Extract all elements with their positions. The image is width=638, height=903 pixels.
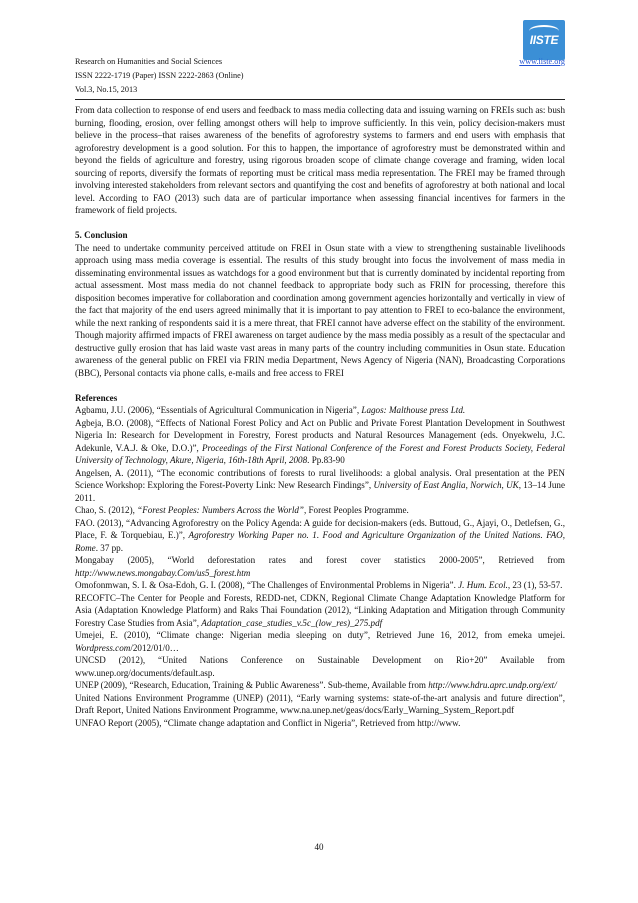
reference-text: RECOFTC–The Center for People and Forests, REDD-net, CDKN, Regional Climate Change Adaptation Knowledge Platform for Asia (Adaptation Knowledge Platform) and Raks Thai Foundation (2012), “Linking Adaptation and Mitigation through Community Forestry Case Studies from Asia”, (75, 592, 565, 628)
reference-source: http://www.hdru.aprc.undp.org/ext/ (428, 680, 557, 690)
logo-swoosh-icon (529, 25, 559, 37)
reference-source: University of East Anglia, Norwich, UK (373, 480, 519, 490)
journal-url-link[interactable]: www.iiste.org (519, 57, 565, 66)
reference-item (75, 517, 565, 555)
reference-list (75, 404, 565, 729)
reference-text: Angelsen, A. (2011), “The economic contributions of forests to rural livelihoods: a global analysis. Oral presentation at the PEN Science Workshop: Exploring the Forest-Poverty Link: New Research Findings”, (75, 467, 565, 490)
reference-item (75, 504, 565, 517)
reference-item (75, 692, 565, 717)
reference-item (75, 579, 565, 592)
logo-text: IISTE (529, 33, 559, 47)
reference-tail: /2012/01/0… (130, 642, 179, 653)
reference-source: Lagos: Malthouse press Ltd. (361, 405, 466, 415)
journal-name: Research on Humanities and Social Sciences (75, 57, 223, 66)
reference-tail: , 23 (1), 53-57. (507, 580, 563, 590)
reference-source: Adaptation_case_studies_v.5c_(low_res)_275.pdf (201, 617, 383, 628)
reference-tail: . Pp.83-90 (307, 455, 345, 465)
reference-text: UNCSD (2012), “United Nations Conference on Sustainable Development on Rio+20” Available from www.unep.org/documents/default.asp. (75, 655, 565, 678)
volume: Vol.3, No.15, 2013 (75, 85, 138, 94)
page-header (75, 55, 565, 97)
reference-text: Mongabay (2005), “World deforestation rates and forest cover statistics 2000-2005”, Retrieved from (75, 555, 565, 565)
header-line-2 (75, 69, 565, 83)
reference-item (75, 417, 565, 467)
page-number: 40 (314, 842, 324, 852)
reference-source: J. Hum. Ecol. (458, 580, 508, 590)
header-divider (75, 99, 565, 100)
reference-text: Agbeja, B.O. (2008), “Effects of National Forest Policy and Act on Public and Private Forest Plantation Development in Southwest Nigeria In: Research for Development in Forestry, Forest products and Natural Resources Management (eds. Onyekwelu, J.C. Adekunle, V.A.J. & Oke, D.O.)”, (75, 417, 565, 453)
reference-text: Chao, S. (2012), (75, 505, 138, 515)
spacer (75, 379, 565, 392)
reference-text: Omofonmwan, S. I. & Osa-Edoh, G. I. (2008), “The Challenges of Environmental Problems in Nigeria”. (75, 580, 459, 590)
reference-source: Agroforestry Working Paper no. 1. Food and Agriculture Organization of the United Nations. FAO, Rome (75, 530, 565, 553)
header-line-3 (75, 83, 565, 97)
reference-text: FAO. (2013), “Advancing Agroforestry on the Policy Agenda: A guide for decision-makers (eds. Buttoud, G., Ajayi, O., Detlefsen, G., Place, F. & Torquebiau, E.)”, (75, 517, 565, 540)
header-line-1 (75, 55, 565, 69)
iiste-logo (523, 20, 565, 60)
reference-item (75, 467, 565, 505)
reference-item (75, 654, 565, 679)
conclusion-paragraph: The need to undertake community perceived attitude on FREI in Osun state with a view to strengthening sustainable livelihoods approach using mass media coverage is essential. The results of this study brought into focus the involvement of mass media in disseminating environmental issues as watchdogs for a good environment but that is currently dominated by incidental reporting from actual assessment. Most mass media do not channel feedback to appropriate body such as FRIN for processing, therefore this disposition becomes imperative for collaboration and coordination among government agencies horizontally and vertically in view of the fact that majority of the end users agreed minimally that it is important to pay attention to FREI to eco-balance the environment, while the next ranking of respondents said it is a mere threat, that FREI cannot have adverse effect on the stability of the environment. Though majority affirmed impacts of FREI awareness on target audience by the mass media possibly as a result of the spectacular and destructive gully erosion that has laid waste vast areas in many parts of the country including communities in Osun state. Education awareness of the general public on FREI via FRIN media Department, News Agency of Nigeria (NAN), Broadcasting Corporations (BBC), Personal contacts via phone calls, e-mails and free access to FREI (75, 242, 565, 378)
reference-item (75, 679, 565, 692)
reference-text: United Nations Environment Programme (UNEP) (2011), “Early warning systems: state-of-the-art analysis and future direction”, Draft Report, United Nations Environment Programme, www.na.unep.net/geas/docs/Early_Warning_System_Report.pdf (75, 692, 565, 715)
issn: ISSN 2222-1719 (Paper) ISSN 2222-2863 (Online) (75, 71, 244, 80)
reference-source: Wordpress.com (75, 642, 131, 653)
reference-text: UNFAO Report (2005), “Climate change adaptation and Conflict in Nigeria”, Retrieved from http://www. (75, 717, 461, 728)
intro-paragraph: From data collection to response of end users and feedback to mass media collecting data and issuing warning on FREIs such as: bush burning, flooding, erosion, over felling amongst others will help to improve sufficiently. In this vein, policy decision-makers must believe in the process–that raises awareness of the benefits of agroforestry systems to farmers and end users with emphasis that agroforestry development is a good solution. For this to happen, the importance of agroforestry must be demonstrated within and beyond the fields of agriculture and forestry, using rigorous broaden scope of climate change coverage and framing, widen local sourcing of reports, diversify the formats of reporting must be critical mass media representation. The FREI may be framed through involving interested stakeholders from relevant sectors and quantifying the cost and benefits of agroforestry at both national and local level. According to FAO (2013) such data are of particular importance when assessing financial incentives for farmers in the framework of field projects. (75, 105, 565, 215)
reference-item (75, 404, 565, 417)
reference-tail: , Forest Peoples Programme. (303, 505, 409, 515)
reference-text: Agbamu, J.U. (2006), “Essentials of Agricultural Communication in Nigeria”, (75, 405, 362, 415)
conclusion-heading: 5. Conclusion (75, 230, 128, 240)
reference-tail: . 37 pp. (95, 542, 123, 553)
reference-source: http://www.news.mongabay.Com/us5_forest.htm (75, 567, 251, 578)
reference-item (75, 554, 565, 579)
reference-text: UNEP (2009), “Research, Education, Training & Public Awareness”. Sub-theme, Available from (75, 680, 429, 690)
reference-item (75, 717, 565, 730)
reference-item (75, 629, 565, 654)
references-heading: References (75, 392, 118, 403)
reference-source: “Forest Peoples: Numbers Across the World” (137, 505, 304, 515)
reference-text: Umejei, E. (2010), “Climate change: Nigerian media sleeping on duty”, Retrieved June 16, 2012, from emeka umejei. (75, 630, 565, 640)
reference-item (75, 592, 565, 630)
reference-tail: , 13–14 June 2011. (75, 480, 565, 503)
body-text (75, 104, 565, 729)
reference-source: Proceedings of the First National Conference of the Forest and Forest Products Society, Federal University of Technology, Akure, Nigeria, 16th-18th April, 2008 (75, 442, 565, 465)
spacer (75, 217, 565, 230)
